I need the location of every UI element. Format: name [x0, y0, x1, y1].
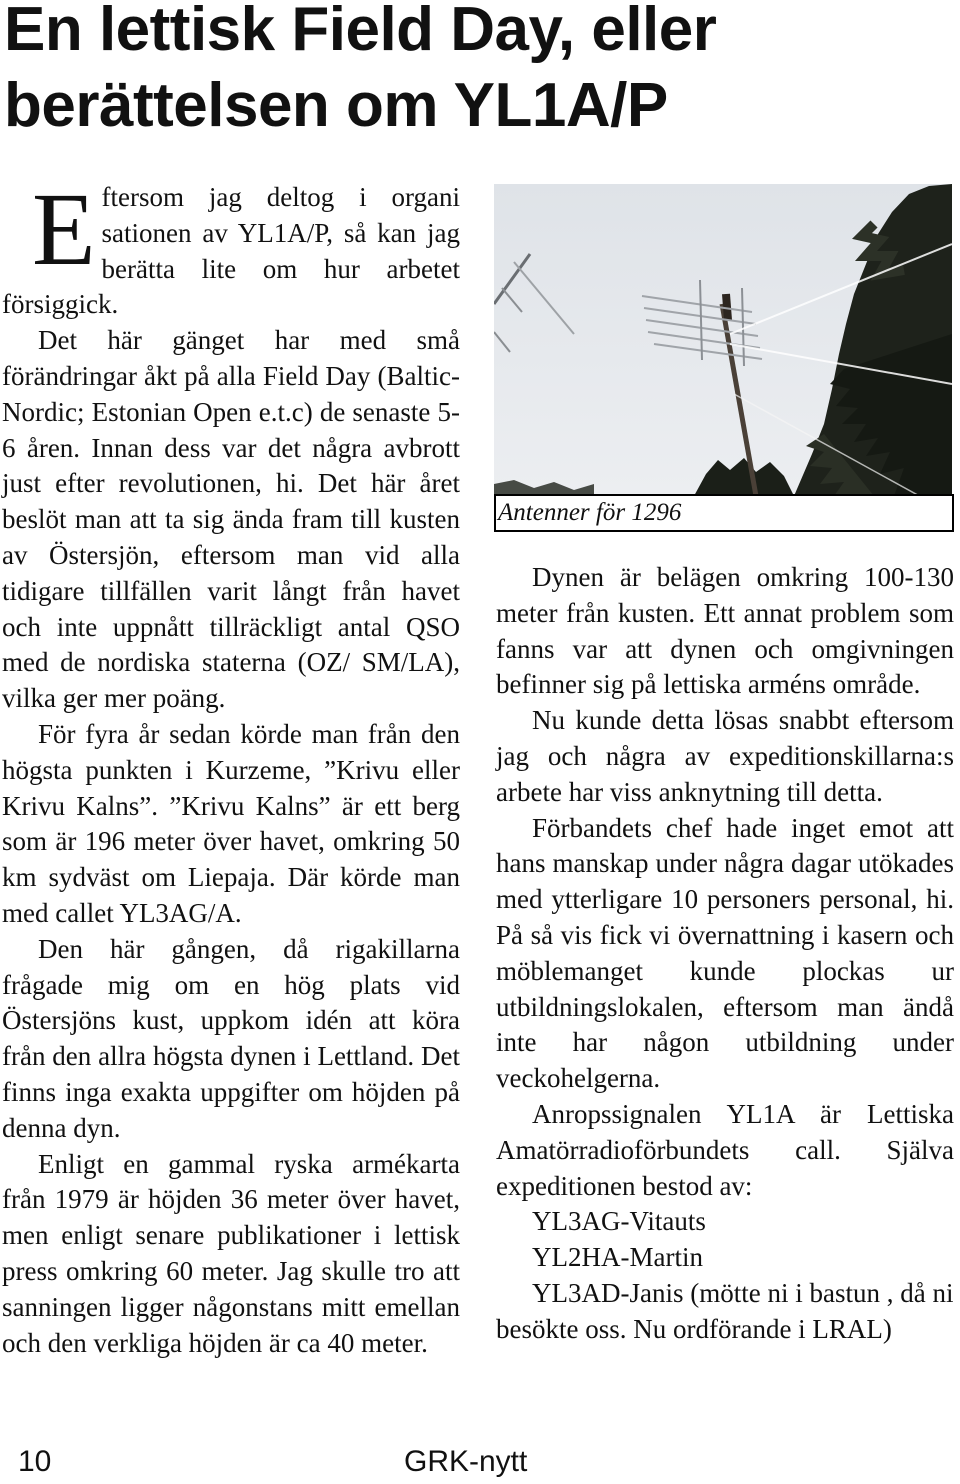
antenna-photo	[494, 184, 952, 496]
paragraph-8: Förbandets chef hade inget emot att hans manskap under några dagar utökades med ytterligare 10 personers personal, hi. På så vis fick vi övernattning i kasern och möblemanget kunde plockas ur utbildningslokalen, eftersom man ändå inte har någon utbildning under veckohelgerna.	[496, 812, 954, 1094]
paragraph-1-text: ftersom jag deltog i organi sationen av YL1A/P, så kan jag berätta lite om hur arbetet försiggick.	[2, 182, 460, 320]
paragraph-5: Enligt en gammal ryska armékarta från 1979 är höjden 36 meter över havet, men enligt senare publikationer i lettisk press omkring 60 meter. Jag skulle tro att sanningen ligger någonstans mitt emellan och den verkliga höjden är ca 40 meter.	[2, 1148, 460, 1358]
paragraph-2: Det här gänget har med små förändringar åkt på alla Field Day (Baltic-Nordic; Estonian Open e.t.c) de senaste 5-6 åren. Innan dess var det några avbrott just efter revolutionen, hi. Det här året beslöt man att ta sig ända fram till kusten av Östersjön, eftersom man vid alla tidigare tillfällen varit långt från havet och inte uppnått tillräckligt antal QSO med de nordiska staterna (OZ/ SM/LA), vilka ger mer poäng.	[2, 325, 460, 714]
paragraph-4: Den här gången, då rigakillarna frågade mig om en hög plats vid Östersjöns kust, uppkom idén att köra från den allra högsta dynen i Lettland. Det finns inga exakta uppgifter om höjden på denna dyn.	[2, 933, 460, 1143]
crew-member-3: YL3AD-Janis (mötte ni i bastun , då ni besökte oss. Nu ordförande i LRAL)	[496, 1277, 954, 1344]
page-number: 10	[18, 1445, 52, 1478]
paragraph-7: Nu kunde detta lösas snabbt eftersom jag och några av expeditionskillarna:s arbete har viss anknytning till detta.	[496, 705, 954, 807]
left-column	[2, 172, 460, 1361]
publication-name: GRK-nytt	[404, 1445, 528, 1478]
paragraph-1	[2, 172, 460, 323]
article-title: En lettisk Field Day, eller berättelsen om YL1A/P	[4, 0, 717, 140]
paragraph-3: För fyra år sedan körde man från den högsta punkten i Kurzeme, ”Krivu eller Krivu Kalns”. ”Krivu Kalns” är ett berg som är 196 meter över havet, omkring 50 km sydväst om Liepaja. Där körde man med callet YL3AG/A.	[2, 718, 460, 928]
paragraph-6: Dynen är belägen omkring 100-130 meter från kusten. Ett annat problem som fanns var att dynen och omgivningen befinner sig på lettiska arméns område.	[496, 562, 954, 700]
crew-member-2: YL2HA-Martin	[532, 1242, 703, 1273]
drop-cap: E	[32, 172, 96, 287]
crew-member-1: YL3AG-Vitauts	[532, 1206, 706, 1237]
right-column	[496, 560, 954, 1348]
paragraph-9: Anropssignalen YL1A är Lettiska Amatörradioförbundets call. Själva expeditionen bestod av:	[496, 1098, 954, 1201]
antenna-figure	[494, 184, 952, 540]
photo-caption: Antenner för 1296	[494, 494, 954, 532]
